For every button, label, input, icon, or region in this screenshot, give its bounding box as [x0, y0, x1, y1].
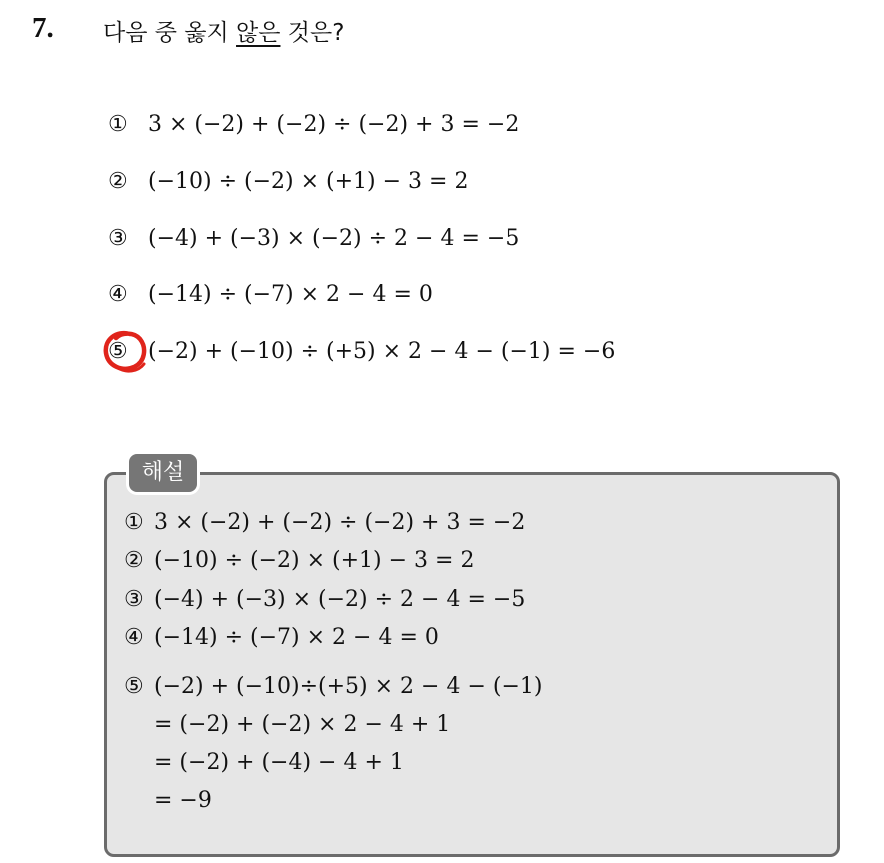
choice-2[interactable] [108, 169, 468, 194]
solution-step: = (−2) + (−2) × 2 − 4 + 1 [154, 712, 451, 737]
solution-line-number: ⑤ [124, 674, 144, 699]
choice-number: ⑤ [108, 339, 128, 364]
solution-line-2 [124, 548, 474, 573]
solution-line-number: ④ [124, 625, 144, 650]
solution-line-expression: (−10) ÷ (−2) × (+1) − 3 = 2 [154, 548, 475, 573]
solution-line-expression: (−4) + (−3) × (−2) ÷ 2 − 4 = −5 [154, 587, 526, 612]
question-number: 7. [32, 12, 54, 44]
choice-expression: (−10) ÷ (−2) × (+1) − 3 = 2 [148, 169, 469, 194]
choice-5[interactable] [108, 339, 615, 364]
choice-number: ③ [108, 226, 128, 251]
solution-step: = (−2) + (−4) − 4 + 1 [154, 750, 404, 775]
solution-tab-label: 해설 [129, 454, 197, 492]
solution-line-5 [124, 674, 543, 699]
solution-line-expression: 3 × (−2) + (−2) ÷ (−2) + 3 = −2 [154, 510, 526, 535]
solution-line-1 [124, 510, 525, 535]
choice-number: ② [108, 169, 128, 194]
choice-expression: (−2) + (−10) ÷ (+5) × 2 − 4 − (−1) = −6 [148, 339, 616, 364]
question-text-after: 것은? [280, 20, 345, 46]
choice-4[interactable] [108, 282, 433, 307]
solution-line-number: ③ [124, 587, 144, 612]
choice-number: ① [108, 112, 128, 137]
choice-3[interactable] [108, 226, 519, 251]
question-text-before: 다음 중 옳지 [103, 20, 237, 46]
solution-line-expression: (−14) ÷ (−7) × 2 − 4 = 0 [154, 625, 439, 650]
solution-step: = −9 [154, 788, 212, 813]
solution-line-expression: (−2) + (−10)÷(+5) × 2 − 4 − (−1) [154, 674, 543, 699]
question-text [103, 14, 344, 47]
choice-1[interactable] [108, 112, 519, 137]
question-text-emphasis: 않은 [236, 20, 281, 46]
choice-expression: (−14) ÷ (−7) × 2 − 4 = 0 [148, 282, 433, 307]
solution-line-3 [124, 587, 525, 612]
solution-line-4 [124, 625, 439, 650]
choice-number: ④ [108, 282, 128, 307]
solution-line-number: ① [124, 510, 144, 535]
solution-line-number: ② [124, 548, 144, 573]
choice-expression: (−4) + (−3) × (−2) ÷ 2 − 4 = −5 [148, 226, 520, 251]
choice-expression: 3 × (−2) + (−2) ÷ (−2) + 3 = −2 [148, 112, 520, 137]
